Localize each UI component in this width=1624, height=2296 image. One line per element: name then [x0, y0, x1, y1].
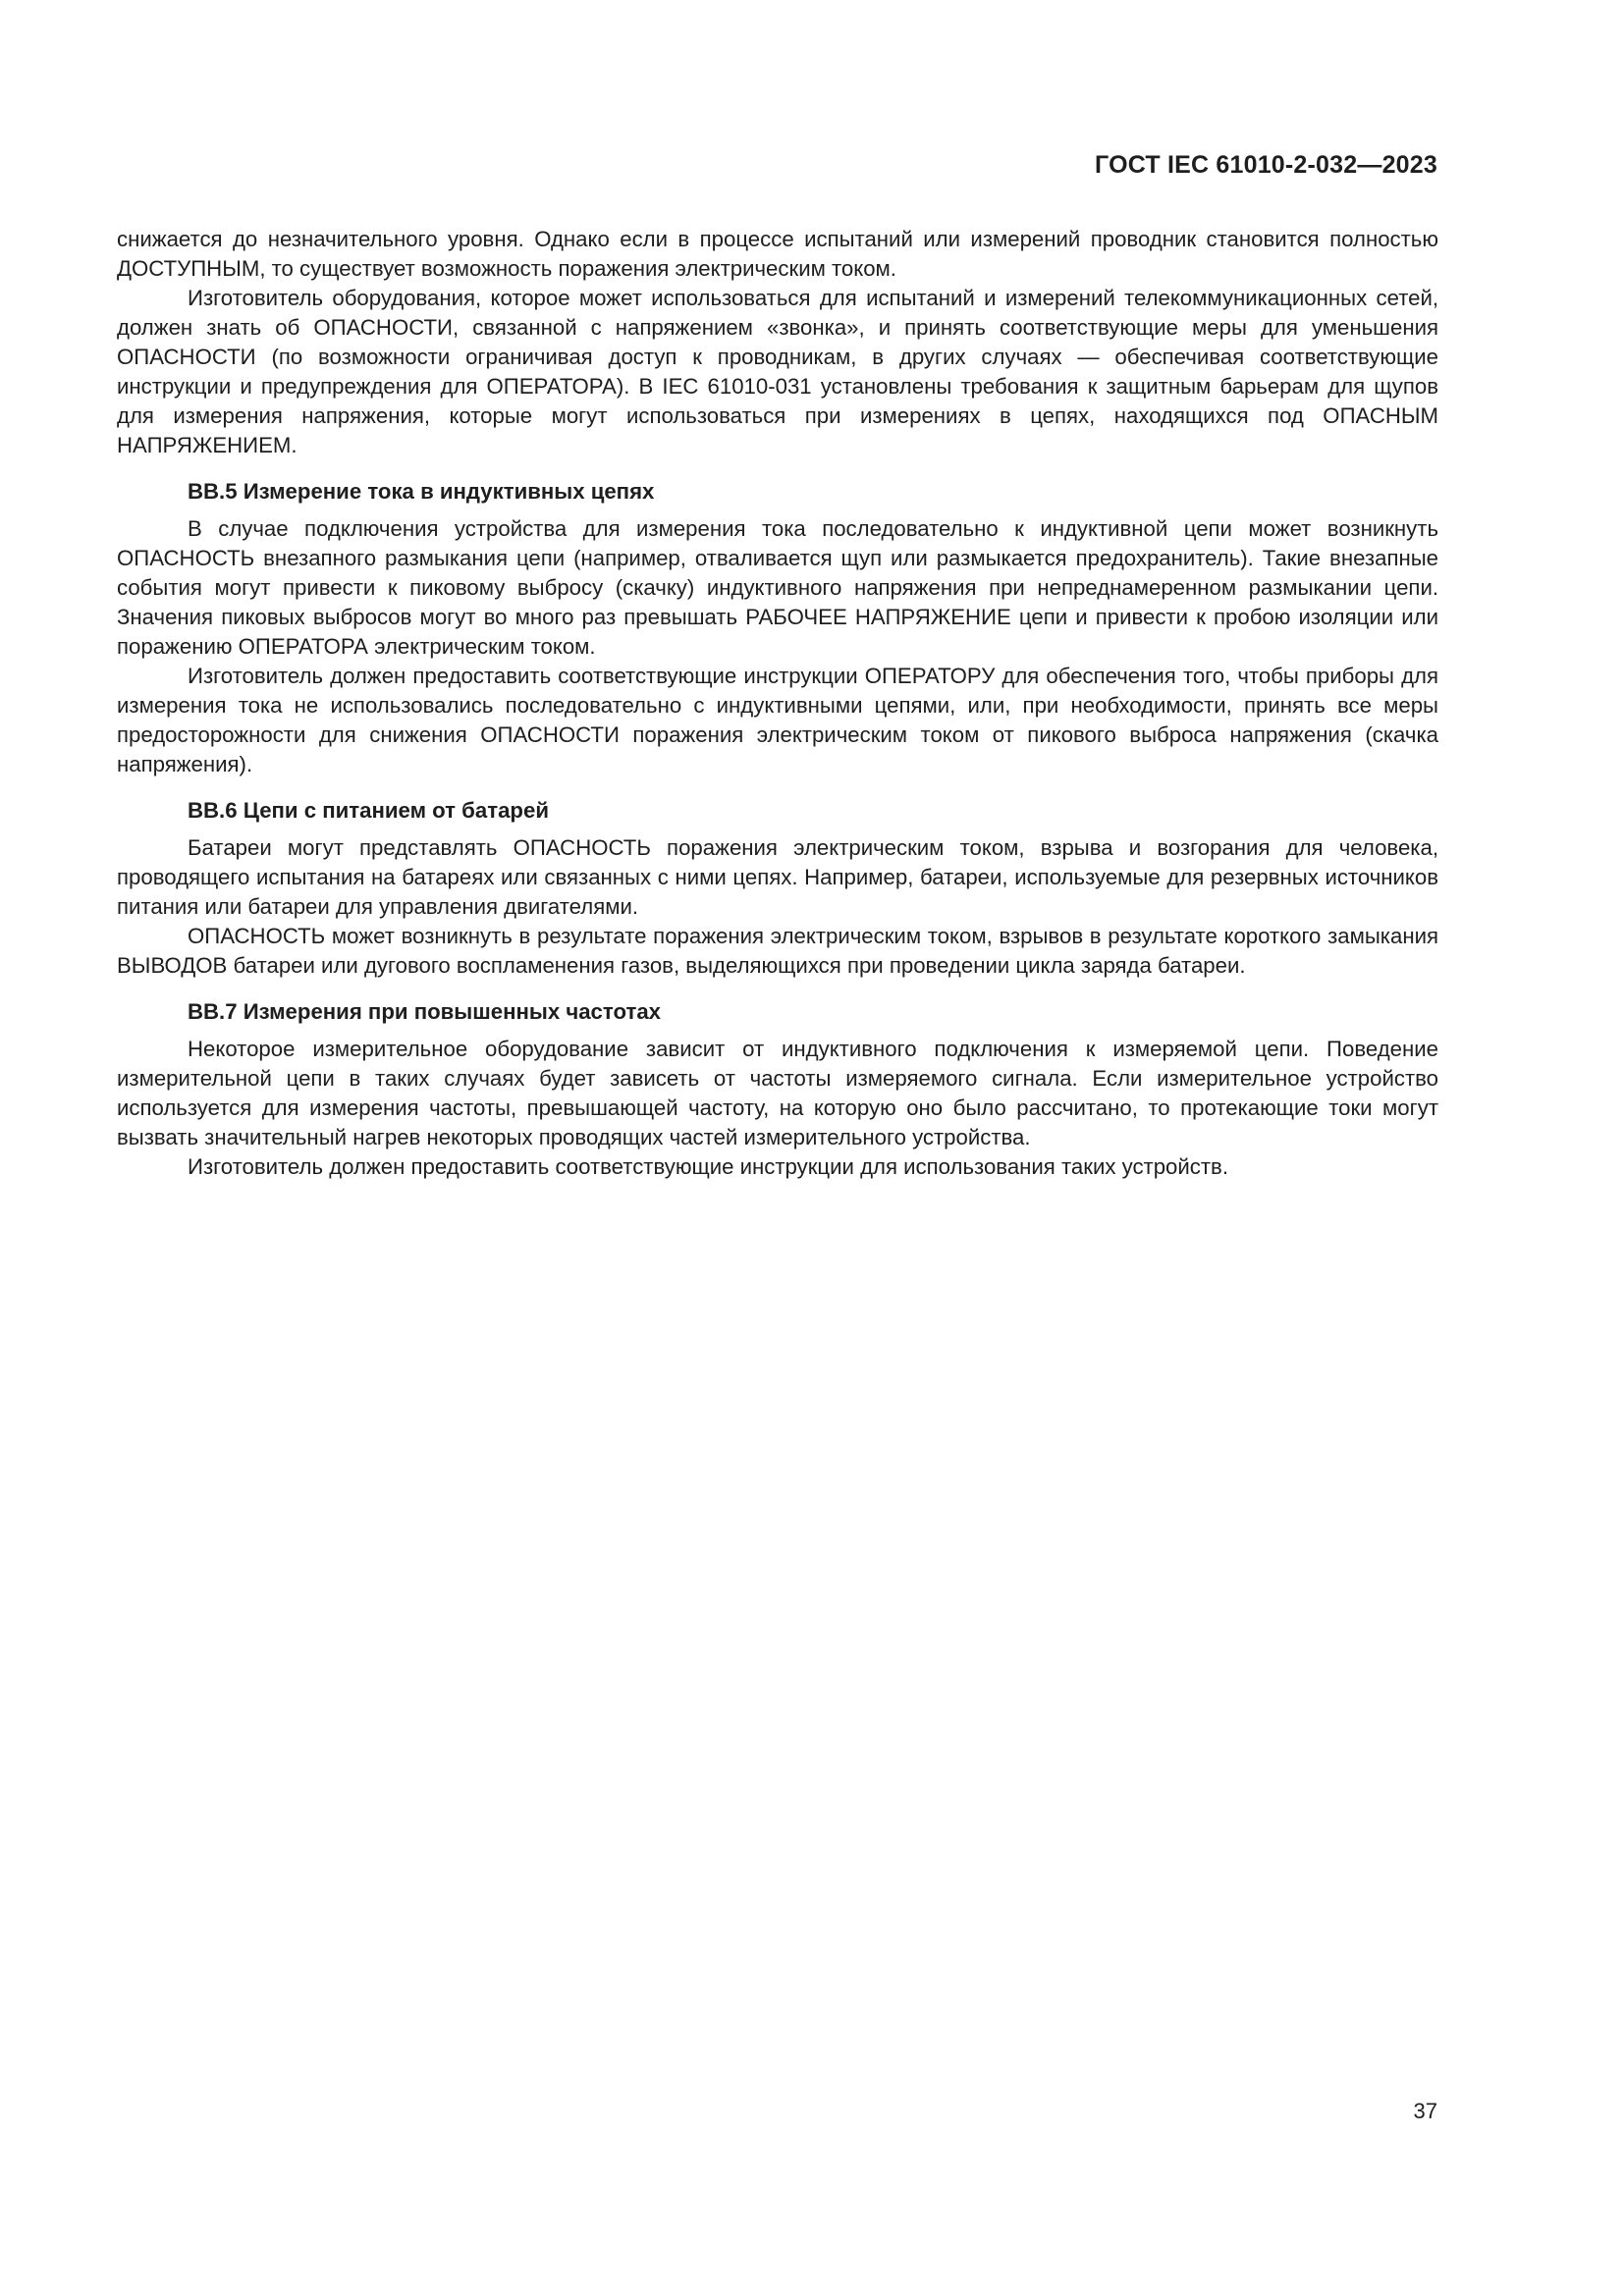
paragraph: Изготовитель должен предоставить соответствующие инструкции ОПЕРАТОРУ для обеспечения того, чтобы приборы для измерения тока не использовались последовательно с индуктивными цепями, или, при необходимости, принять все меры предосторожности для снижения ОПАСНОСТИ поражения электрическим током от пикового выброса напряжения (скачка напряжения).: [117, 664, 1438, 776]
document-body: [117, 225, 1438, 1182]
paragraph: Батареи могут представлять ОПАСНОСТЬ поражения электрическим током, взрыва и возгорания для человека, проводящего испытания на батареях или связанных с ними цепях. Например, батареи, используемые для резервных источников питания или батареи для управления двигателями.: [117, 835, 1438, 919]
paragraph: Некоторое измерительное оборудование зависит от индуктивного подключения к измеряемой цепи. Поведение измерительной цепи в таких случаях будет зависеть от частоты измеряемого сигнала. Если измерительное устройство используется для измерения частоты, превышающей частоту, на которую оно было рассчитано, то протекающие токи могут вызвать значительный нагрев некоторых проводящих частей измерительного устройства.: [117, 1037, 1438, 1149]
section-heading-bb5: ВВ.5 Измерение тока в индуктивных цепях: [188, 479, 655, 504]
paragraph: В случае подключения устройства для измерения тока последовательно к индуктивной цепи может возникнуть ОПАСНОСТЬ внезапного размыкания цепи (например, отваливается щуп или размыкается предохранитель). Такие внезапные события могут привести к пиковому выбросу (скачку) индуктивного напряжения при непреднамеренном размыкании цепи. Значения пиковых выбросов могут во много раз превышать РАБОЧЕЕ НАПРЯЖЕНИЕ цепи и привести к пробою изоляции или поражению ОПЕРАТОРА электрическим током.: [117, 516, 1438, 659]
paragraph: ОПАСНОСТЬ может возникнуть в результате поражения электрическим током, взрывов в результате короткого замыкания ВЫВОДОВ батареи или дугового воспламенения газов, выделяющихся при проведении цикла заряда батареи.: [117, 924, 1438, 978]
paragraph-continuation: снижается до незначительного уровня. Однако если в процессе испытаний или измерений проводник становится полностью ДОСТУПНЫМ, то существует возможность поражения электрическим током.: [117, 227, 1438, 281]
section-heading-bb6: ВВ.6 Цепи с питанием от батарей: [188, 798, 549, 823]
page-number: 37: [1413, 2099, 1437, 2123]
standard-header: ГОСТ IEC 61010-2-032—2023: [1095, 151, 1437, 179]
paragraph: Изготовитель должен предоставить соответствующие инструкции для использования таких устройств.: [188, 1154, 1228, 1179]
paragraph: Изготовитель оборудования, которое может использоваться для испытаний и измерений телекоммуникационных сетей, должен знать об ОПАСНОСТИ, связанной с напряжением «звонка», и принять соответствующие меры для уменьшения ОПАСНОСТИ (по возможности ограничивая доступ к проводникам, в других случаях — обеспечивая соответствующие инструкции и предупреждения для ОПЕРАТОРА). В IEC 61010-031 установлены требования к защитным барьерам для щупов для измерения напряжения, которые могут использоваться при измерениях в цепях, находящихся под ОПАСНЫМ НАПРЯЖЕНИЕМ.: [117, 286, 1438, 457]
section-heading-bb7: ВВ.7 Измерения при повышенных частотах: [188, 999, 662, 1024]
